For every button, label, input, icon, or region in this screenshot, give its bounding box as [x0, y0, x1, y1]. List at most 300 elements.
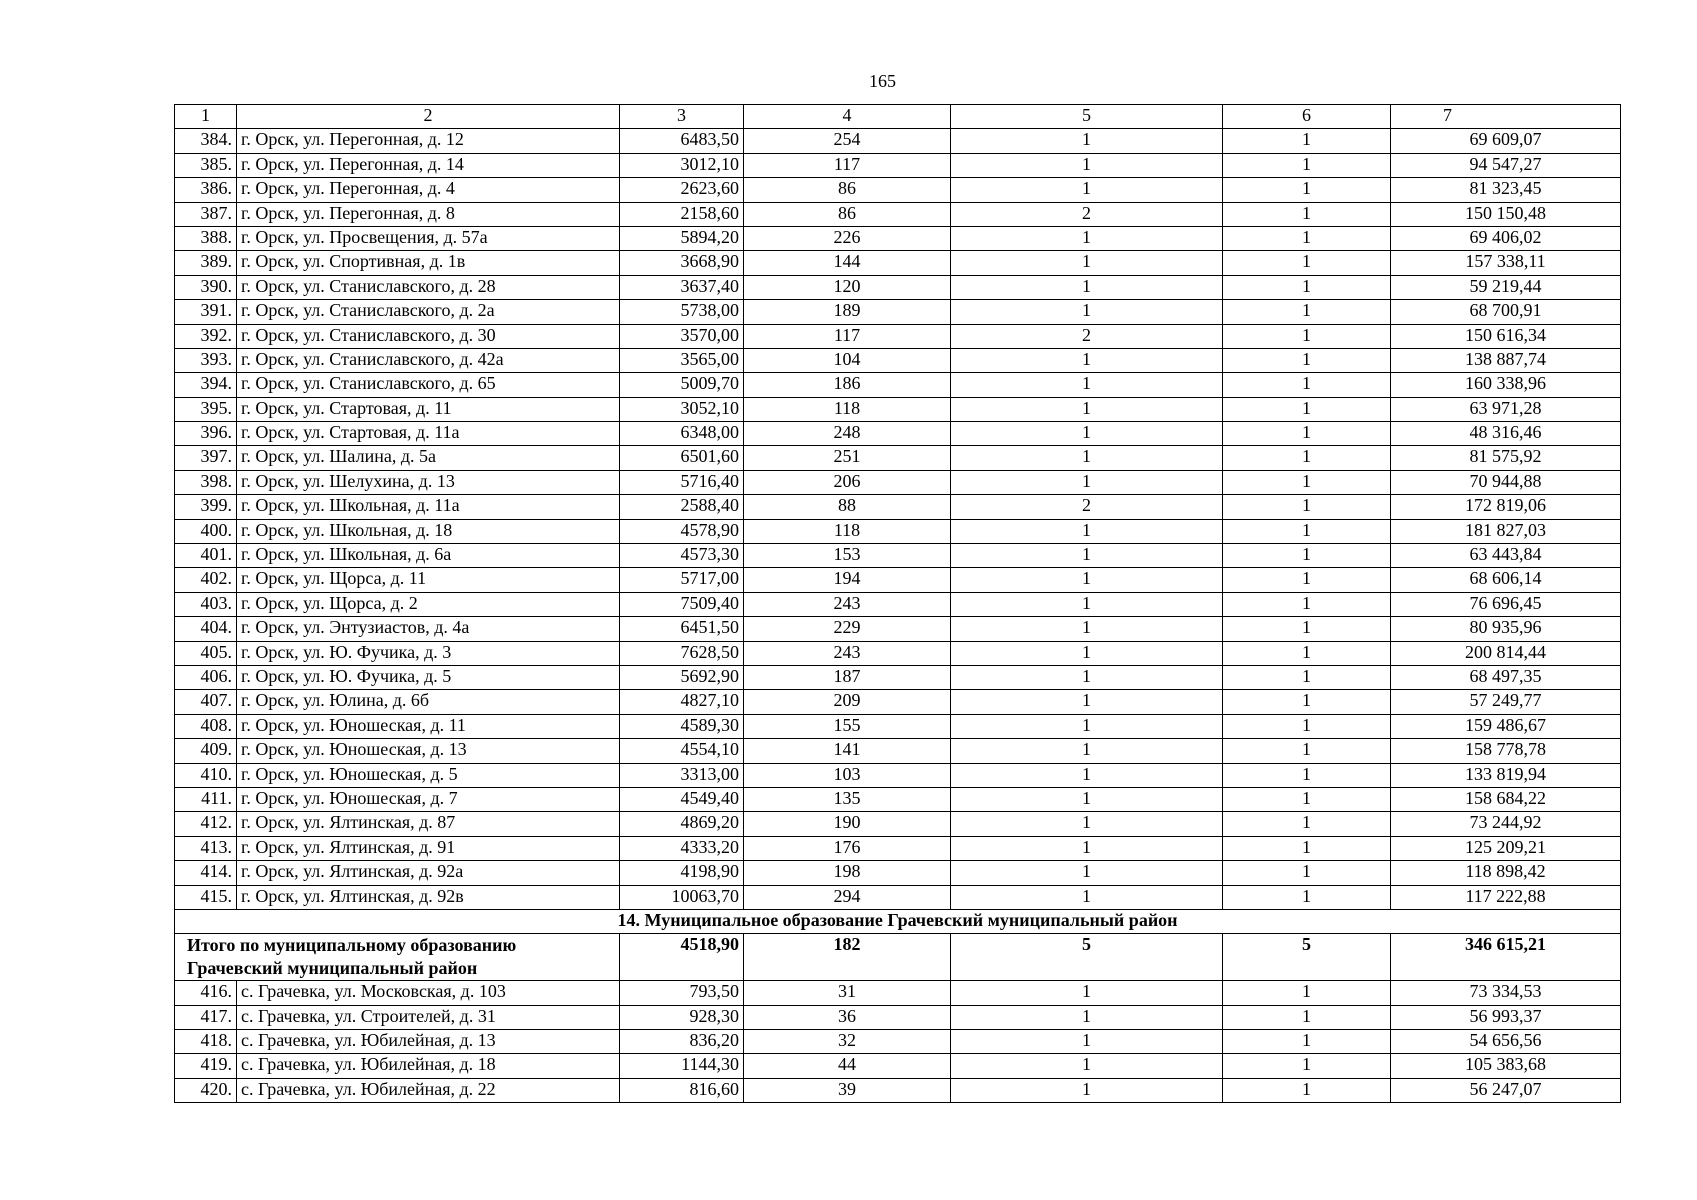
area-cell: 4554,10	[620, 739, 744, 763]
residents-cell: 229	[744, 617, 951, 641]
table-row	[175, 763, 1621, 787]
table-row	[175, 690, 1621, 714]
cost-cell: 63 971,28	[1391, 397, 1621, 421]
cost-cell: 133 819,94	[1391, 763, 1621, 787]
col5-cell: 1	[951, 519, 1223, 543]
address-cell: г. Орск, ул. Спортивная, д. 1в	[237, 251, 620, 275]
cost-cell: 125 209,21	[1391, 836, 1621, 860]
cost-cell: 70 944,88	[1391, 470, 1621, 494]
col6-cell: 1	[1223, 397, 1391, 421]
section-row	[175, 909, 1621, 933]
row-number-cell: 417.	[175, 1005, 237, 1029]
col6-cell: 1	[1223, 544, 1391, 568]
col5-cell: 1	[951, 129, 1223, 153]
table-row	[175, 787, 1621, 811]
area-cell: 10063,70	[620, 885, 744, 909]
col6-cell: 1	[1223, 981, 1391, 1005]
cost-cell: 76 696,45	[1391, 592, 1621, 616]
table-row	[175, 544, 1621, 568]
residents-cell: 36	[744, 1005, 951, 1029]
row-number-cell: 395.	[175, 397, 237, 421]
area-cell: 3565,00	[620, 348, 744, 372]
area-cell: 4573,30	[620, 544, 744, 568]
header-cell: 3	[620, 105, 744, 129]
residents-cell: 198	[744, 861, 951, 885]
table-row	[175, 1005, 1621, 1029]
address-cell: г. Орск, ул. Юлина, д. 6б	[237, 690, 620, 714]
cost-cell: 157 338,11	[1391, 251, 1621, 275]
address-cell: с. Грачевка, ул. Строителей, д. 31	[237, 1005, 620, 1029]
address-cell: г. Орск, ул. Щорса, д. 2	[237, 592, 620, 616]
row-number-cell: 385.	[175, 153, 237, 177]
residents-cell: 86	[744, 178, 951, 202]
col6-cell: 1	[1223, 641, 1391, 665]
col6-cell: 1	[1223, 153, 1391, 177]
residents-cell: 190	[744, 812, 951, 836]
cost-cell: 158 684,22	[1391, 787, 1621, 811]
residents-cell: 44	[744, 1054, 951, 1078]
row-number-cell: 386.	[175, 178, 237, 202]
residents-cell: 155	[744, 714, 951, 738]
col5-cell: 2	[951, 324, 1223, 348]
total-area: 4518,90	[620, 934, 744, 981]
area-cell: 4869,20	[620, 812, 744, 836]
col5-cell: 1	[951, 422, 1223, 446]
row-number-cell: 404.	[175, 617, 237, 641]
address-cell: г. Орск, ул. Перегонная, д. 8	[237, 202, 620, 226]
col6-cell: 1	[1223, 251, 1391, 275]
area-cell: 816,60	[620, 1078, 744, 1102]
row-number-cell: 418.	[175, 1030, 237, 1054]
row-number-cell: 403.	[175, 592, 237, 616]
row-number-cell: 406.	[175, 665, 237, 689]
row-number-cell: 410.	[175, 763, 237, 787]
col5-cell: 1	[951, 787, 1223, 811]
cost-cell: 68 700,91	[1391, 300, 1621, 324]
header-cell: 1	[175, 105, 237, 129]
col5-cell: 1	[951, 592, 1223, 616]
row-number-cell: 413.	[175, 836, 237, 860]
cost-cell: 48 316,46	[1391, 422, 1621, 446]
col6-cell: 1	[1223, 1078, 1391, 1102]
address-cell: г. Орск, ул. Ялтинская, д. 92а	[237, 861, 620, 885]
address-cell: с. Грачевка, ул. Юбилейная, д. 22	[237, 1078, 620, 1102]
row-number-cell: 416.	[175, 981, 237, 1005]
residents-cell: 153	[744, 544, 951, 568]
residents-cell: 209	[744, 690, 951, 714]
row-number-cell: 391.	[175, 300, 237, 324]
table-row	[175, 275, 1621, 299]
area-cell: 3570,00	[620, 324, 744, 348]
row-number-cell: 397.	[175, 446, 237, 470]
row-number-cell: 400.	[175, 519, 237, 543]
col5-cell: 1	[951, 617, 1223, 641]
residents-cell: 294	[744, 885, 951, 909]
address-cell: г. Орск, ул. Перегонная, д. 14	[237, 153, 620, 177]
col6-cell: 1	[1223, 665, 1391, 689]
cost-cell: 81 575,92	[1391, 446, 1621, 470]
col6-cell: 1	[1223, 275, 1391, 299]
residents-cell: 117	[744, 153, 951, 177]
row-number-cell: 414.	[175, 861, 237, 885]
cost-cell: 73 334,53	[1391, 981, 1621, 1005]
area-cell: 2158,60	[620, 202, 744, 226]
cost-cell: 56 247,07	[1391, 1078, 1621, 1102]
residents-cell: 103	[744, 763, 951, 787]
col5-cell: 1	[951, 446, 1223, 470]
col6-cell: 1	[1223, 446, 1391, 470]
cost-cell: 118 898,42	[1391, 861, 1621, 885]
row-number-cell: 408.	[175, 714, 237, 738]
total-label: Итого по муниципальному образованию Грачевский муниципальный район	[175, 934, 620, 981]
residents-cell: 32	[744, 1030, 951, 1054]
table-row	[175, 617, 1621, 641]
area-cell: 6451,50	[620, 617, 744, 641]
col6-cell: 1	[1223, 739, 1391, 763]
address-cell: г. Орск, ул. Перегонная, д. 12	[237, 129, 620, 153]
col6-cell: 1	[1223, 617, 1391, 641]
address-cell: г. Орск, ул. Школьная, д. 6а	[237, 544, 620, 568]
area-cell: 4589,30	[620, 714, 744, 738]
table-row	[175, 981, 1621, 1005]
area-cell: 3012,10	[620, 153, 744, 177]
col6-cell: 1	[1223, 348, 1391, 372]
table-row	[175, 446, 1621, 470]
residents-cell: 39	[744, 1078, 951, 1102]
table-row	[175, 251, 1621, 275]
cost-cell: 181 827,03	[1391, 519, 1621, 543]
table-row	[175, 495, 1621, 519]
page-number: 165	[869, 71, 896, 91]
col5-cell: 1	[951, 1030, 1223, 1054]
address-cell: г. Орск, ул. Станиславского, д. 30	[237, 324, 620, 348]
col6-cell: 1	[1223, 202, 1391, 226]
total-col6: 5	[1223, 934, 1391, 981]
col5-cell: 1	[951, 226, 1223, 250]
area-cell: 4198,90	[620, 861, 744, 885]
address-cell: г. Орск, ул. Стартовая, д. 11	[237, 397, 620, 421]
area-cell: 7509,40	[620, 592, 744, 616]
col6-cell: 1	[1223, 300, 1391, 324]
row-number-cell: 390.	[175, 275, 237, 299]
data-table	[174, 104, 1621, 1103]
residents-cell: 104	[744, 348, 951, 372]
col6-cell: 1	[1223, 690, 1391, 714]
cost-cell: 57 249,77	[1391, 690, 1621, 714]
cost-cell: 54 656,56	[1391, 1030, 1621, 1054]
table-row	[175, 519, 1621, 543]
col6-cell: 1	[1223, 519, 1391, 543]
cost-cell: 200 814,44	[1391, 641, 1621, 665]
col6-cell: 1	[1223, 714, 1391, 738]
residents-cell: 251	[744, 446, 951, 470]
row-number-cell: 409.	[175, 739, 237, 763]
row-number-cell: 402.	[175, 568, 237, 592]
col5-cell: 1	[951, 275, 1223, 299]
cost-cell: 150 150,48	[1391, 202, 1621, 226]
col6-cell: 1	[1223, 568, 1391, 592]
area-cell: 928,30	[620, 1005, 744, 1029]
total-residents: 182	[744, 934, 951, 981]
table-row	[175, 422, 1621, 446]
col6-cell: 1	[1223, 1054, 1391, 1078]
area-cell: 6501,60	[620, 446, 744, 470]
col6-cell: 1	[1223, 836, 1391, 860]
address-cell: г. Орск, ул. Ялтинская, д. 91	[237, 836, 620, 860]
col5-cell: 1	[951, 1054, 1223, 1078]
cost-cell: 105 383,68	[1391, 1054, 1621, 1078]
table-row	[175, 1078, 1621, 1102]
residents-cell: 117	[744, 324, 951, 348]
residents-cell: 194	[744, 568, 951, 592]
row-number-cell: 398.	[175, 470, 237, 494]
col5-cell: 1	[951, 861, 1223, 885]
col5-cell: 1	[951, 153, 1223, 177]
table-row	[175, 348, 1621, 372]
area-cell: 5716,40	[620, 470, 744, 494]
col6-cell: 1	[1223, 1005, 1391, 1029]
col5-cell: 1	[951, 1078, 1223, 1102]
address-cell: г. Орск, ул. Шалина, д. 5а	[237, 446, 620, 470]
area-cell: 4333,20	[620, 836, 744, 860]
table-row	[175, 373, 1621, 397]
address-cell: г. Орск, ул. Станиславского, д. 2а	[237, 300, 620, 324]
residents-cell: 88	[744, 495, 951, 519]
address-cell: г. Орск, ул. Школьная, д. 18	[237, 519, 620, 543]
address-cell: с. Грачевка, ул. Юбилейная, д. 13	[237, 1030, 620, 1054]
table-row	[175, 1030, 1621, 1054]
row-number-cell: 405.	[175, 641, 237, 665]
row-number-cell: 407.	[175, 690, 237, 714]
header-row	[175, 105, 1621, 129]
cost-cell: 69 406,02	[1391, 226, 1621, 250]
col5-cell: 1	[951, 568, 1223, 592]
residents-cell: 141	[744, 739, 951, 763]
row-number-cell: 388.	[175, 226, 237, 250]
row-number-cell: 412.	[175, 812, 237, 836]
col5-cell: 1	[951, 1005, 1223, 1029]
cost-cell: 94 547,27	[1391, 153, 1621, 177]
address-cell: г. Орск, ул. Стартовая, д. 11а	[237, 422, 620, 446]
col6-cell: 1	[1223, 178, 1391, 202]
col6-cell: 1	[1223, 324, 1391, 348]
cost-cell: 138 887,74	[1391, 348, 1621, 372]
cost-cell: 63 443,84	[1391, 544, 1621, 568]
table-row	[175, 592, 1621, 616]
address-cell: с. Грачевка, ул. Юбилейная, д. 18	[237, 1054, 620, 1078]
col5-cell: 1	[951, 690, 1223, 714]
col5-cell: 1	[951, 348, 1223, 372]
area-cell: 6483,50	[620, 129, 744, 153]
row-number-cell: 399.	[175, 495, 237, 519]
col6-cell: 1	[1223, 763, 1391, 787]
row-number-cell: 393.	[175, 348, 237, 372]
residents-cell: 254	[744, 129, 951, 153]
col5-cell: 1	[951, 812, 1223, 836]
table-row	[175, 178, 1621, 202]
table-row	[175, 324, 1621, 348]
address-cell: г. Орск, ул. Ю. Фучика, д. 5	[237, 665, 620, 689]
col5-cell: 1	[951, 665, 1223, 689]
col5-cell: 1	[951, 470, 1223, 494]
col6-cell: 1	[1223, 226, 1391, 250]
residents-cell: 226	[744, 226, 951, 250]
area-cell: 793,50	[620, 981, 744, 1005]
cost-cell: 73 244,92	[1391, 812, 1621, 836]
col5-cell: 1	[951, 251, 1223, 275]
table-row	[175, 1054, 1621, 1078]
row-number-cell: 394.	[175, 373, 237, 397]
cost-cell: 81 323,45	[1391, 178, 1621, 202]
col5-cell: 1	[951, 739, 1223, 763]
address-cell: с. Грачевка, ул. Московская, д. 103	[237, 981, 620, 1005]
table-row	[175, 836, 1621, 860]
residents-cell: 187	[744, 665, 951, 689]
col5-cell: 1	[951, 178, 1223, 202]
residents-cell: 120	[744, 275, 951, 299]
address-cell: г. Орск, ул. Ялтинская, д. 87	[237, 812, 620, 836]
cost-cell: 69 609,07	[1391, 129, 1621, 153]
col5-cell: 1	[951, 544, 1223, 568]
residents-cell: 86	[744, 202, 951, 226]
row-number-cell: 389.	[175, 251, 237, 275]
col5-cell: 1	[951, 763, 1223, 787]
address-cell: г. Орск, ул. Энтузиастов, д. 4а	[237, 617, 620, 641]
row-number-cell: 387.	[175, 202, 237, 226]
address-cell: г. Орск, ул. Юношеская, д. 11	[237, 714, 620, 738]
residents-cell: 243	[744, 641, 951, 665]
row-number-cell: 384.	[175, 129, 237, 153]
residents-cell: 135	[744, 787, 951, 811]
cost-cell: 158 778,78	[1391, 739, 1621, 763]
col6-cell: 1	[1223, 422, 1391, 446]
address-cell: г. Орск, ул. Перегонная, д. 4	[237, 178, 620, 202]
header-cell: 5	[951, 105, 1223, 129]
col6-cell: 1	[1223, 861, 1391, 885]
cost-cell: 59 219,44	[1391, 275, 1621, 299]
area-cell: 2623,60	[620, 178, 744, 202]
col6-cell: 1	[1223, 129, 1391, 153]
cost-cell: 80 935,96	[1391, 617, 1621, 641]
col5-cell: 1	[951, 714, 1223, 738]
total-cost: 346 615,21	[1391, 934, 1621, 981]
table-row	[175, 300, 1621, 324]
col6-cell: 1	[1223, 495, 1391, 519]
row-number-cell: 392.	[175, 324, 237, 348]
col6-cell: 1	[1223, 885, 1391, 909]
header-cell: 4	[744, 105, 951, 129]
table-row	[175, 641, 1621, 665]
address-cell: г. Орск, ул. Станиславского, д. 42а	[237, 348, 620, 372]
cost-cell: 159 486,67	[1391, 714, 1621, 738]
area-cell: 5692,90	[620, 665, 744, 689]
address-cell: г. Орск, ул. Щорса, д. 11	[237, 568, 620, 592]
residents-cell: 189	[744, 300, 951, 324]
residents-cell: 186	[744, 373, 951, 397]
cost-cell: 68 497,35	[1391, 665, 1621, 689]
area-cell: 5894,20	[620, 226, 744, 250]
area-cell: 5717,00	[620, 568, 744, 592]
col5-cell: 2	[951, 202, 1223, 226]
area-cell: 4549,40	[620, 787, 744, 811]
area-cell: 836,20	[620, 1030, 744, 1054]
area-cell: 4578,90	[620, 519, 744, 543]
col5-cell: 1	[951, 641, 1223, 665]
cost-cell: 56 993,37	[1391, 1005, 1621, 1029]
cost-cell: 68 606,14	[1391, 568, 1621, 592]
area-cell: 5009,70	[620, 373, 744, 397]
table-row	[175, 226, 1621, 250]
col5-cell: 2	[951, 495, 1223, 519]
area-cell: 1144,30	[620, 1054, 744, 1078]
table-row	[175, 665, 1621, 689]
header-cell: 2	[237, 105, 620, 129]
col5-cell: 1	[951, 300, 1223, 324]
residents-cell: 31	[744, 981, 951, 1005]
cost-cell: 117 222,88	[1391, 885, 1621, 909]
area-cell: 4827,10	[620, 690, 744, 714]
col6-cell: 1	[1223, 592, 1391, 616]
table-row	[175, 714, 1621, 738]
table-row	[175, 568, 1621, 592]
cost-cell: 160 338,96	[1391, 373, 1621, 397]
address-cell: г. Орск, ул. Юношеская, д. 13	[237, 739, 620, 763]
residents-cell: 206	[744, 470, 951, 494]
col5-cell: 1	[951, 885, 1223, 909]
address-cell: г. Орск, ул. Станиславского, д. 65	[237, 373, 620, 397]
address-cell: г. Орск, ул. Ялтинская, д. 92в	[237, 885, 620, 909]
table-row	[175, 885, 1621, 909]
area-cell: 3313,00	[620, 763, 744, 787]
col5-cell: 1	[951, 373, 1223, 397]
col5-cell: 1	[951, 981, 1223, 1005]
total-col5: 5	[951, 934, 1223, 981]
address-cell: г. Орск, ул. Станиславского, д. 28	[237, 275, 620, 299]
area-cell: 2588,40	[620, 495, 744, 519]
residents-cell: 144	[744, 251, 951, 275]
table-row	[175, 861, 1621, 885]
table-row	[175, 397, 1621, 421]
residents-cell: 118	[744, 397, 951, 421]
residents-cell: 243	[744, 592, 951, 616]
row-number-cell: 415.	[175, 885, 237, 909]
col6-cell: 1	[1223, 470, 1391, 494]
col6-cell: 1	[1223, 787, 1391, 811]
table-row	[175, 153, 1621, 177]
table-row	[175, 739, 1621, 763]
area-cell: 6348,00	[620, 422, 744, 446]
col6-cell: 1	[1223, 373, 1391, 397]
total-row	[175, 934, 1621, 981]
area-cell: 3668,90	[620, 251, 744, 275]
col6-cell: 1	[1223, 1030, 1391, 1054]
row-number-cell: 396.	[175, 422, 237, 446]
address-cell: г. Орск, ул. Юношеская, д. 7	[237, 787, 620, 811]
area-cell: 3637,40	[620, 275, 744, 299]
row-number-cell: 420.	[175, 1078, 237, 1102]
residents-cell: 248	[744, 422, 951, 446]
row-number-cell: 411.	[175, 787, 237, 811]
section-title: 14. Муниципальное образование Грачевский муниципальный район	[175, 909, 1621, 933]
address-cell: г. Орск, ул. Просвещения, д. 57а	[237, 226, 620, 250]
address-cell: г. Орск, ул. Юношеская, д. 5	[237, 763, 620, 787]
address-cell: г. Орск, ул. Шелухина, д. 13	[237, 470, 620, 494]
header-cell: 7	[1391, 105, 1621, 129]
col5-cell: 1	[951, 836, 1223, 860]
col6-cell: 1	[1223, 812, 1391, 836]
col5-cell: 1	[951, 397, 1223, 421]
cost-cell: 172 819,06	[1391, 495, 1621, 519]
